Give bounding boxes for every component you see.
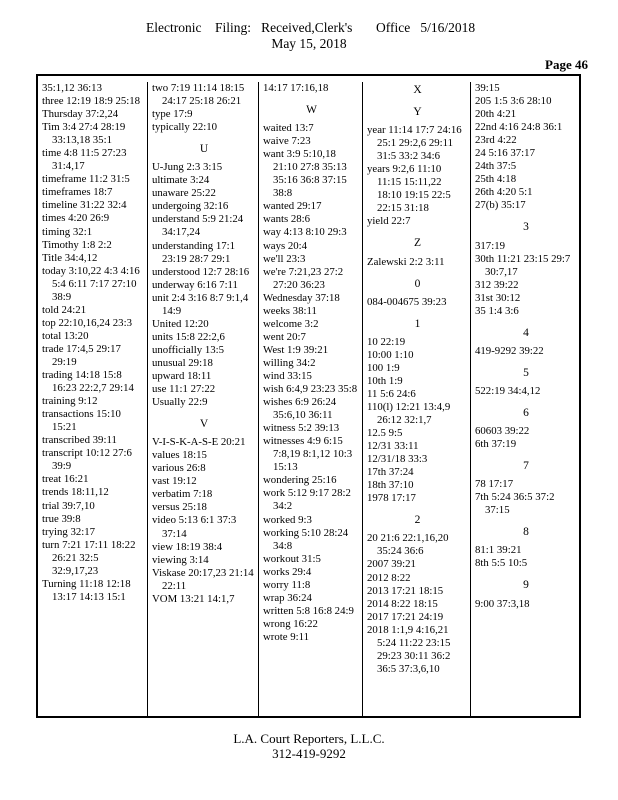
index-entry: willing 34:2 xyxy=(263,356,316,369)
index-entry: 10 22:19 xyxy=(367,335,406,348)
index-entry: time 4:8 11:5 27:23 31:4,17 xyxy=(42,147,127,173)
index-entry: United 12:20 xyxy=(152,317,209,330)
index-entry: video 5:13 6:1 37:3 37:14 xyxy=(152,514,237,540)
index-entry: wrote 9:11 xyxy=(263,630,310,643)
index-entry: Thursday 37:2,24 xyxy=(42,108,119,121)
index-entry: wanted 29:17 xyxy=(263,200,322,213)
index-entry: ways 20:4 xyxy=(263,239,308,252)
index-entry: trading 14:18 15:8 16:23 22:2,7 29:14 xyxy=(42,369,134,395)
index-entry: 2017 17:21 24:19 xyxy=(367,610,444,623)
index-entry: versus 25:18 xyxy=(152,501,207,514)
index-entry: Timothy 1:8 2:2 xyxy=(42,238,112,251)
word-index-box xyxy=(36,74,581,718)
index-entry: yield 22:7 xyxy=(367,215,411,228)
index-entry: use 11:1 27:22 xyxy=(152,383,216,396)
index-entry: wants 28:6 xyxy=(263,213,311,226)
index-entry: U-Jung 2:3 3:15 xyxy=(152,161,223,174)
index-entry: told 24:21 xyxy=(42,303,87,316)
index-entry: understood 12:7 28:16 xyxy=(152,265,250,278)
index-entry: 312 39:22 xyxy=(475,278,519,291)
index-entry: unit 2:4 3:16 8:7 9:1,4 14:9 xyxy=(152,291,249,317)
index-entry: written 5:8 16:8 24:9 xyxy=(263,604,354,617)
index-entry: wishes 6:9 26:24 35:6,10 36:11 xyxy=(263,396,337,422)
index-entry: unaware 25:22 xyxy=(152,187,216,200)
index-entry: 110(l) 12:21 13:4,9 26:12 32:1,7 xyxy=(367,400,451,426)
index-entry: 24th 37:5 xyxy=(475,160,517,173)
index-entry: total 13:20 xyxy=(42,329,89,342)
index-entry: ultimate 3:24 xyxy=(152,174,210,187)
index-entry: 81:1 39:21 xyxy=(475,544,522,557)
index-entry: V-I-S-K-A-S-E 20:21 xyxy=(152,436,246,449)
index-section-letter: 4 xyxy=(523,326,529,339)
index-entry: 2013 17:21 18:15 xyxy=(367,584,444,597)
index-entry: 2007 39:21 xyxy=(367,558,416,571)
index-entry: we're 7:21,23 27:2 27:20 36:23 xyxy=(263,265,344,291)
index-entry: 39:15 xyxy=(475,82,500,94)
index-column-4 xyxy=(362,82,470,716)
index-entry: 1978 17:17 xyxy=(367,492,416,505)
reporter-company: L.A. Court Reporters, L.L.C. xyxy=(233,731,385,746)
index-entry: today 3:10,22 4:3 4:16 5:4 6:11 7:17 27:10 38:9 xyxy=(42,264,140,303)
index-entry: type 17:9 xyxy=(152,108,193,121)
index-entry: three 12:19 18:9 25:18 xyxy=(42,95,141,108)
index-entry: understanding 17:1 23:19 28:7 29:1 xyxy=(152,239,236,265)
index-entry: various 26:8 xyxy=(152,462,206,475)
index-entry: trial 39:7,10 xyxy=(42,499,95,512)
index-entry: 522:19 34:4,12 xyxy=(475,384,541,397)
index-entry: went 20:7 xyxy=(263,330,306,343)
index-entry: waive 7:23 xyxy=(263,135,311,148)
index-entry: transcribed 39:11 xyxy=(42,434,117,447)
index-entry: timeline 31:22 32:4 xyxy=(42,199,127,212)
index-entry: 2012 8:22 xyxy=(367,571,411,584)
index-entry: 12.5 9:5 xyxy=(367,427,403,440)
index-entry: 35:1,12 36:13 xyxy=(42,82,102,94)
index-entry: units 15:8 22:2,6 xyxy=(152,330,225,343)
index-entry: 2018 1:1,9 4:16,21 5:24 11:22 23:15 29:23 30:11 36:2 36:5 37:3,6,10 xyxy=(367,623,451,675)
index-entry: understand 5:9 21:24 34:17,24 xyxy=(152,213,244,239)
index-entry: 10:00 1:10 xyxy=(367,348,414,361)
index-entry: undergoing 32:16 xyxy=(152,200,229,213)
index-section-letter: X xyxy=(413,84,422,96)
index-entry: trends 18:11,12 xyxy=(42,486,109,499)
index-entry: 24 5:16 37:17 xyxy=(475,147,535,160)
index-entry: Title 34:4,12 xyxy=(42,251,98,264)
index-entry: trying 32:17 xyxy=(42,525,96,538)
index-entry: 14:17 17:16,18 xyxy=(263,82,329,94)
index-entry: turn 7:21 17:11 18:22 26:21 32:5 32:9,17,23 xyxy=(42,538,136,577)
index-entry: 11 5:6 24:6 xyxy=(367,387,416,400)
index-entry: weeks 38:11 xyxy=(263,304,317,317)
index-entry: 35 1:4 3:6 xyxy=(475,304,519,317)
index-entry: view 18:19 38:4 xyxy=(152,540,223,553)
index-section-letter: U xyxy=(199,143,209,156)
index-entry: 6th 37:19 xyxy=(475,438,517,451)
index-entry: we'll 23:3 xyxy=(263,252,306,265)
page-footer xyxy=(0,731,618,761)
index-entry: works 29:4 xyxy=(263,565,312,578)
index-section-letter: 8 xyxy=(523,526,529,539)
index-entry: timeframes 18:7 xyxy=(42,186,113,199)
index-section-letter: V xyxy=(199,418,209,431)
index-entry: VOM 13:21 14:1,7 xyxy=(152,592,235,605)
index-entry: working 5:10 28:24 34:8 xyxy=(263,526,349,552)
index-column-2 xyxy=(147,82,258,716)
index-entry: 419-9292 39:22 xyxy=(475,344,544,357)
index-entry: 12/31/18 33:3 xyxy=(367,453,428,466)
index-entry: Zalewski 2:2 3:11 xyxy=(367,255,445,268)
index-entry: 7th 5:24 36:5 37:2 37:15 xyxy=(475,491,555,517)
index-entry: 23rd 4:22 xyxy=(475,134,517,147)
index-section-letter: 5 xyxy=(523,366,529,379)
index-entry: unofficially 13:5 xyxy=(152,343,225,356)
index-entry: worked 9:3 xyxy=(263,513,312,526)
index-entry: Turning 11:18 12:18 13:17 14:13 15:1 xyxy=(42,577,131,603)
index-entry: Viskase 20:17,23 21:14 22:11 xyxy=(152,566,254,592)
index-section-letter: 1 xyxy=(414,317,421,330)
index-entry: 8th 5:5 10:5 xyxy=(475,557,528,570)
index-entry: vast 19:12 xyxy=(152,475,197,488)
filing-stamp-line1: Electronic Filing: Received,Clerk's Office 5/16/2018 xyxy=(146,20,476,35)
index-entry: wish 6:4,9 23:23 35:8 xyxy=(263,383,358,396)
index-entry: training 9:12 xyxy=(42,395,98,408)
index-entry: 10th 1:9 xyxy=(367,374,403,387)
page-number: Page 46 xyxy=(545,57,588,72)
index-entry: witness 5:2 39:13 xyxy=(263,422,340,435)
index-entry: 31st 30:12 xyxy=(475,291,521,304)
index-entry: workout 31:5 xyxy=(263,552,321,565)
index-entry: 25th 4:18 xyxy=(475,173,517,186)
index-entry: waited 13:7 xyxy=(263,122,314,135)
index-entry: way 4:13 8:10 29:3 xyxy=(263,226,347,239)
index-entry: timeframe 11:2 31:5 xyxy=(42,173,130,186)
index-section-letter: 7 xyxy=(523,460,529,473)
index-entry: Wednesday 37:18 xyxy=(263,291,340,304)
index-section-letter: 6 xyxy=(523,406,529,419)
index-entry: 317:19 xyxy=(475,239,505,252)
index-entry: 22nd 4:16 24:8 36:1 xyxy=(475,121,563,134)
index-entry: 27(b) 35:17 xyxy=(475,199,526,212)
index-entry: treat 16:21 xyxy=(42,473,89,486)
index-entry: 084-004675 39:23 xyxy=(367,295,447,308)
index-column-3 xyxy=(258,82,362,716)
index-entry: worry 11:8 xyxy=(263,578,311,591)
index-entry: trade 17:4,5 29:17 29:19 xyxy=(42,342,121,368)
index-section-letter: 0 xyxy=(414,277,421,290)
index-entry: 2014 8:22 18:15 xyxy=(367,597,438,610)
index-entry: typically 22:10 xyxy=(152,121,218,134)
index-section-letter: 2 xyxy=(414,514,421,527)
index-entry: verbatim 7:18 xyxy=(152,488,213,501)
index-column-1 xyxy=(38,82,147,716)
index-entry: true 39:8 xyxy=(42,512,81,525)
index-entry: viewing 3:14 xyxy=(152,553,209,566)
index-entry: West 1:9 39:21 xyxy=(263,343,329,356)
index-entry: 30th 11:21 23:15 29:7 30:7,17 xyxy=(475,252,571,278)
index-entry: 78 17:17 xyxy=(475,478,514,491)
index-entry: timing 32:1 xyxy=(42,225,93,238)
index-entry: 20 21:6 22:1,16,20 35:24 36:6 xyxy=(367,532,449,558)
index-entry: wrong 16:22 xyxy=(263,617,318,630)
index-entry: year 11:14 17:7 24:16 25:1 29:2,6 29:11 31:5 33:2 34:6 xyxy=(367,124,462,163)
index-entry: wind 33:15 xyxy=(263,369,312,382)
index-column-5 xyxy=(470,82,579,716)
reporter-phone: 312-419-9292 xyxy=(272,746,346,761)
index-entry: witnesses 4:9 6:15 7:8,19 8:1,12 10:3 15:13 xyxy=(263,435,353,474)
index-entry: 18th 37:10 xyxy=(367,479,414,492)
index-entry: years 9:2,6 11:10 11:15 15:11,22 18:10 19:15 22:5 22:15 31:18 xyxy=(367,163,451,215)
index-entry: underway 6:16 7:11 xyxy=(152,278,238,291)
index-entry: values 18:15 xyxy=(152,449,207,462)
index-entry: 26th 4:20 5:1 xyxy=(475,186,533,199)
index-entry: Usually 22:9 xyxy=(152,396,208,409)
index-entry: transactions 15:10 15:21 xyxy=(42,408,121,434)
index-entry: 205 1:5 3:6 28:10 xyxy=(475,95,552,108)
index-section-letter: W xyxy=(306,104,317,117)
index-entry: wrap 36:24 xyxy=(263,591,312,604)
index-entry: 12/31 33:11 xyxy=(367,440,419,453)
index-entry: wondering 25:16 xyxy=(263,474,337,487)
index-entry: 9:00 37:3,18 xyxy=(475,597,530,610)
index-entry: two 7:19 11:14 18:15 24:17 25:18 26:21 xyxy=(152,82,245,108)
index-entry: 60603 39:22 xyxy=(475,425,530,438)
index-entry: Tim 3:4 27:4 28:19 33:13,18 35:1 xyxy=(42,121,126,147)
index-section-letter: Z xyxy=(413,237,422,250)
index-entry: 100 1:9 xyxy=(367,361,400,374)
index-entry: unusual 29:18 xyxy=(152,356,213,369)
index-entry: 17th 37:24 xyxy=(367,466,414,479)
index-entry: 20th 4:21 xyxy=(475,108,517,121)
index-entry: top 22:10,16,24 23:3 xyxy=(42,316,132,329)
index-entry: work 5:12 9:17 28:2 34:2 xyxy=(263,487,351,513)
index-entry: upward 18:11 xyxy=(152,369,212,382)
index-section-letter: 3 xyxy=(523,221,529,234)
index-section-letter: Y xyxy=(413,106,422,119)
index-entry: times 4:20 26:9 xyxy=(42,212,110,225)
index-section-letter: 9 xyxy=(523,579,529,592)
index-entry: welcome 3:2 xyxy=(263,317,319,330)
index-entry: transcript 10:12 27:6 39:9 xyxy=(42,447,132,473)
filing-stamp-date: May 15, 2018 xyxy=(271,36,347,51)
index-entry: want 3:9 5:10,18 21:10 27:8 35:13 35:16 36:8 37:15 38:8 xyxy=(263,148,347,200)
